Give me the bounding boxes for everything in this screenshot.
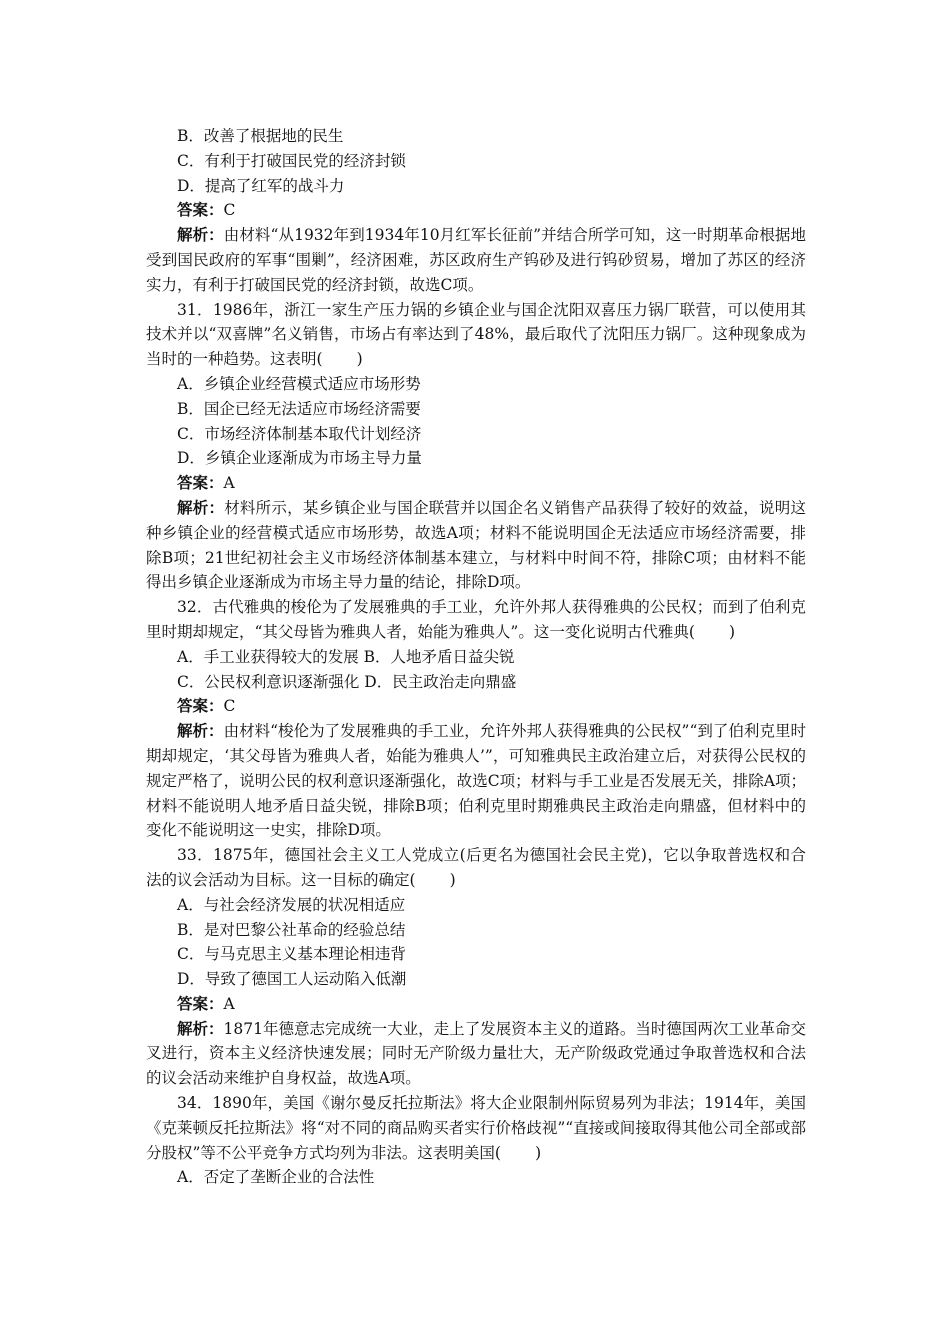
q34-stem-text: 34．1890年，美国《谢尔曼反托拉斯法》将大企业限制州际贸易列为非法；1914年，美国《克莱顿反托拉斯法》将“对不同的商品购买者实行价格歧视”“直接或间接取得其他公司全部或部分股权”等不公平竞争方式均列为非法。这表明美国( bbox=[146, 1094, 806, 1162]
q33-stem-text: 33．1875年，德国社会主义工人党成立(后更名为德国社会民主党)，它以争取普选权和合法的议会活动为目标。这一目标的确定( bbox=[146, 846, 806, 889]
q30-option-d: D．提高了红军的战斗力 bbox=[177, 176, 345, 195]
q33-option-d: D．导致了德国工人运动陷入低潮 bbox=[177, 970, 407, 989]
q33-answer-value: A bbox=[223, 994, 235, 1013]
q31-option-c: C．市场经济体制基本取代计划经济 bbox=[177, 424, 422, 443]
analysis-label: 解析： bbox=[177, 497, 225, 517]
answer-label: 答案： bbox=[177, 200, 224, 220]
q31-option-a: A．乡镇企业经营模式适应市场形势 bbox=[177, 374, 421, 393]
q32-options-line-1: A．手工业获得较大的发展 B．人地矛盾日益尖锐 bbox=[177, 647, 515, 666]
q33-analysis bbox=[146, 1017, 806, 1091]
answer-label: 答案： bbox=[177, 993, 224, 1013]
q32-answer bbox=[146, 694, 806, 719]
q32-stem-text: 32．古代雅典的梭伦为了发展雅典的手工业，允许外邦人获得雅典的公民权；而到了伯利克里时期却规定，“其父母皆为雅典人者，始能为雅典人”。这一变化说明古代雅典( bbox=[146, 598, 806, 641]
q32-analysis bbox=[146, 719, 806, 843]
q33-answer bbox=[146, 992, 806, 1017]
q32-answer-value: C bbox=[223, 697, 236, 716]
q30-analysis-text: 由材料“从1932年到1934年10月红军长征前”并结合所学可知，这一时期革命根据地受到国民政府的军事“围剿”，经济困难，苏区政府生产钨砂及进行钨砂贸易，增加了苏区的经济实力，有利于打破国民党的经济封锁，故选C项。 bbox=[146, 226, 806, 294]
analysis-label: 解析： bbox=[177, 225, 224, 245]
q33-analysis-text: 1871年德意志完成统一大业，走上了发展资本主义的道路。当时德国两次工业革命交叉进行，资本主义经济快速发展；同时无产阶级力量壮大，无产阶级政党通过争取普选权和合法的议会活动来维护自身权益，故选A项。 bbox=[146, 1019, 806, 1088]
q30-analysis bbox=[146, 223, 806, 297]
q31-option-d: D．乡镇企业逐渐成为市场主导力量 bbox=[177, 449, 422, 468]
q32-stem bbox=[146, 595, 806, 645]
q31-stem-text: 31．1986年，浙江一家生产压力锅的乡镇企业与国企沈阳双喜压力锅厂联营，可以使用其技术并以“双喜牌”名义销售，市场占有率达到了48%，最后取代了沈阳压力锅厂。这种现象成为当时的一种趋势。这表明( bbox=[146, 300, 806, 369]
q31-analysis-text: 材料所示，某乡镇企业与国企联营并以国企名义销售产品获得了较好的效益，说明这种乡镇企业的经营模式适应市场形势，故选A项；材料不能说明国企无法适应市场经济需要，排除B项；21世纪初社会主义市场经济体制基本建立，与材料中时间不符，排除C项；由材料不能得出乡镇企业逐渐成为市场主导力量的结论，排除D项。 bbox=[146, 498, 806, 592]
q31-answer-value: A bbox=[223, 474, 235, 493]
q31-answer bbox=[146, 471, 806, 496]
q33-stem-end: ) bbox=[449, 870, 456, 889]
analysis-label: 解析： bbox=[177, 721, 224, 741]
q33-option-a: A．与社会经济发展的状况相适应 bbox=[177, 895, 406, 914]
document-body bbox=[146, 124, 806, 1190]
q31-stem bbox=[146, 298, 806, 372]
q31-stem-end: ) bbox=[356, 350, 363, 369]
q31-option-b: B．国企已经无法适应市场经济需要 bbox=[177, 399, 421, 418]
q30-answer-value: C bbox=[223, 201, 236, 220]
q30-option-c: C．有利于打破国民党的经济封锁 bbox=[177, 151, 406, 170]
answer-label: 答案： bbox=[177, 473, 224, 493]
q34-stem-end: ) bbox=[535, 1143, 542, 1162]
q32-stem-end: ) bbox=[729, 622, 736, 641]
q33-stem bbox=[146, 843, 806, 893]
q32-analysis-text: 由材料“梭伦为了发展雅典的手工业，允许外邦人获得雅典的公民权”“到了伯利克里时期却规定，‘其父母皆为雅典人者，始能为雅典人’”，可知雅典民主政治建立后，对获得公民权的规定严格了，说明公民的权利意识逐渐强化，故选C项；材料与手工业是否发展无关，排除A项；材料不能说明人地矛盾日益尖锐，排除B项；伯利克里时期雅典民主政治走向鼎盛，但材料中的变化不能说明这一史实，排除D项。 bbox=[146, 722, 806, 840]
analysis-label: 解析： bbox=[177, 1018, 224, 1038]
q30-option-b: B．改善了根据地的民生 bbox=[177, 127, 344, 145]
q30-answer bbox=[146, 198, 806, 223]
q34-stem bbox=[146, 1091, 806, 1165]
q31-analysis bbox=[146, 496, 806, 595]
answer-label: 答案： bbox=[177, 696, 224, 716]
q32-options-line-2: C．公民权利意识逐渐强化 D．民主政治走向鼎盛 bbox=[177, 672, 517, 691]
q34-option-a: A．否定了垄断企业的合法性 bbox=[177, 1168, 375, 1187]
q33-option-b: B．是对巴黎公社革命的经验总结 bbox=[177, 920, 406, 939]
q33-option-c: C．与马克思主义基本理论相违背 bbox=[177, 945, 406, 964]
